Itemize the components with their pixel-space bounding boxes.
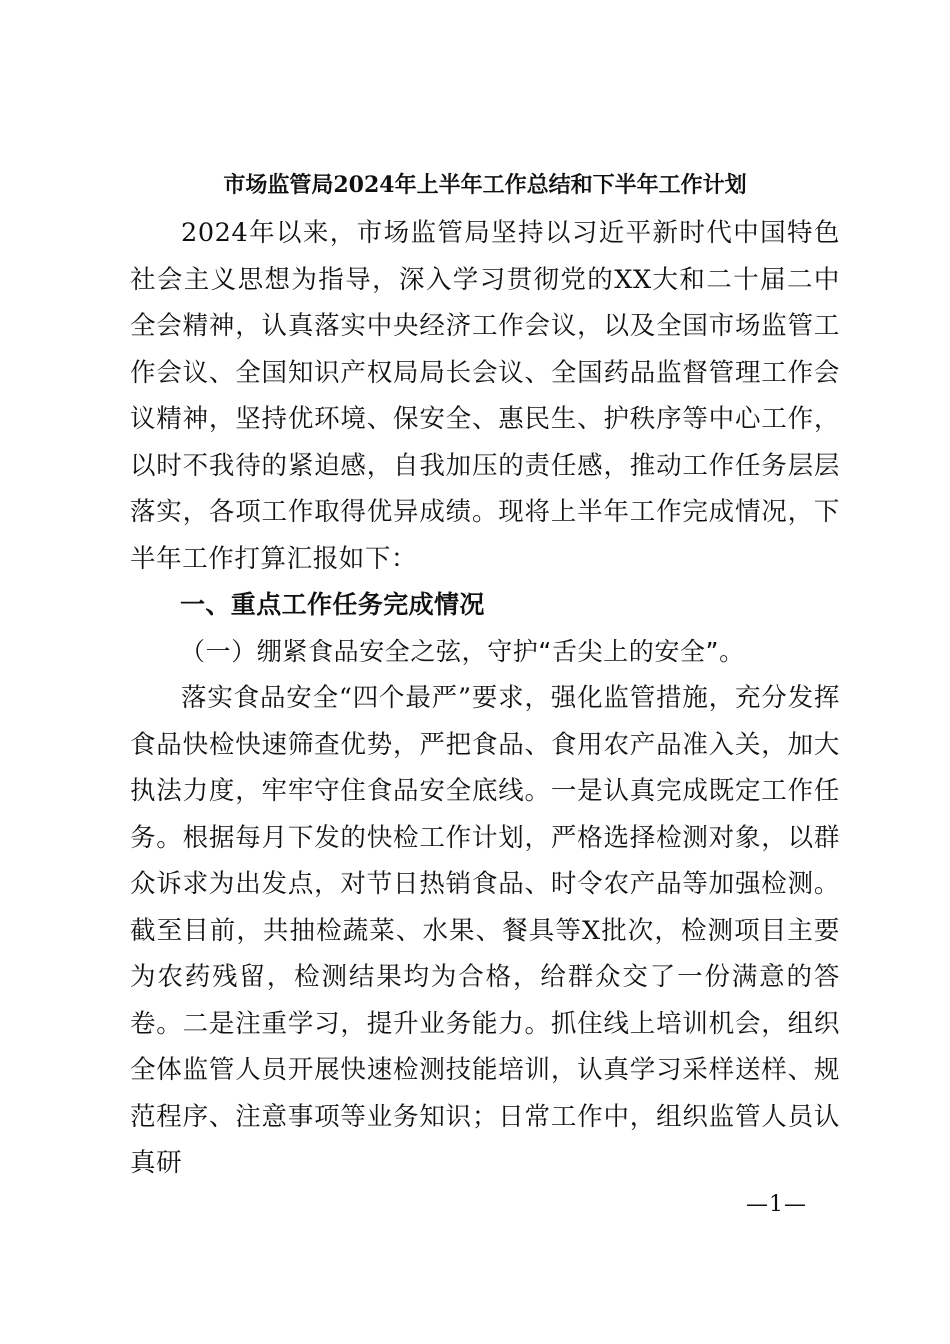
document-title: 市场监管局2024年上半年工作总结和下半年工作计划 [223, 172, 747, 198]
page-number: —1— [746, 1192, 807, 1217]
document-body [130, 170, 840, 1187]
subsection-heading: （一）绷紧食品安全之弦，守护“舌尖上的安全”。 [180, 636, 745, 666]
section-heading: 一、重点工作任务完成情况 [180, 590, 485, 619]
intro-paragraph: 2024年以来，市场监管局坚持以习近平新时代中国特色社会主义思想为指导，深入学习贯彻党的XX大和二十届二中全会精神，认真落实中央经济工作会议，以及全国市场监管工作会议、全国知识产权局局长会议、全国药品监督管理工作会议精神，坚持优环境、保安全、惠民生、护秩序等中心工作，以时不我待的紧迫感，自我加压的责任感，推动工作任务层层落实，各项工作取得优异成绩。现将上半年工作完成情况，下半年工作打算汇报如下： [130, 218, 840, 574]
body-paragraph: 落实食品安全“四个最严”要求，强化监管措施，充分发挥食品快检快速筛查优势，严把食品、食用农产品准入关，加大执法力度，牢牢守住食品安全底线。一是认真完成既定工作任务。根据每月下发的快检工作计划，严格选择检测对象，以群众诉求为出发点，对节日热销食品、时令农产品等加强检测。截至目前，共抽检蔬菜、水果、餐具等X批次，检测项目主要为农药残留，检测结果均为合格，给群众交了一份满意的答卷。二是注重学习，提升业务能力。抓住线上培训机会，组织全体监管人员开展快速检测技能培训，认真学习采样送样、规范程序、注意事项等业务知识；日常工作中，组织监管人员认真研 [130, 683, 840, 1178]
